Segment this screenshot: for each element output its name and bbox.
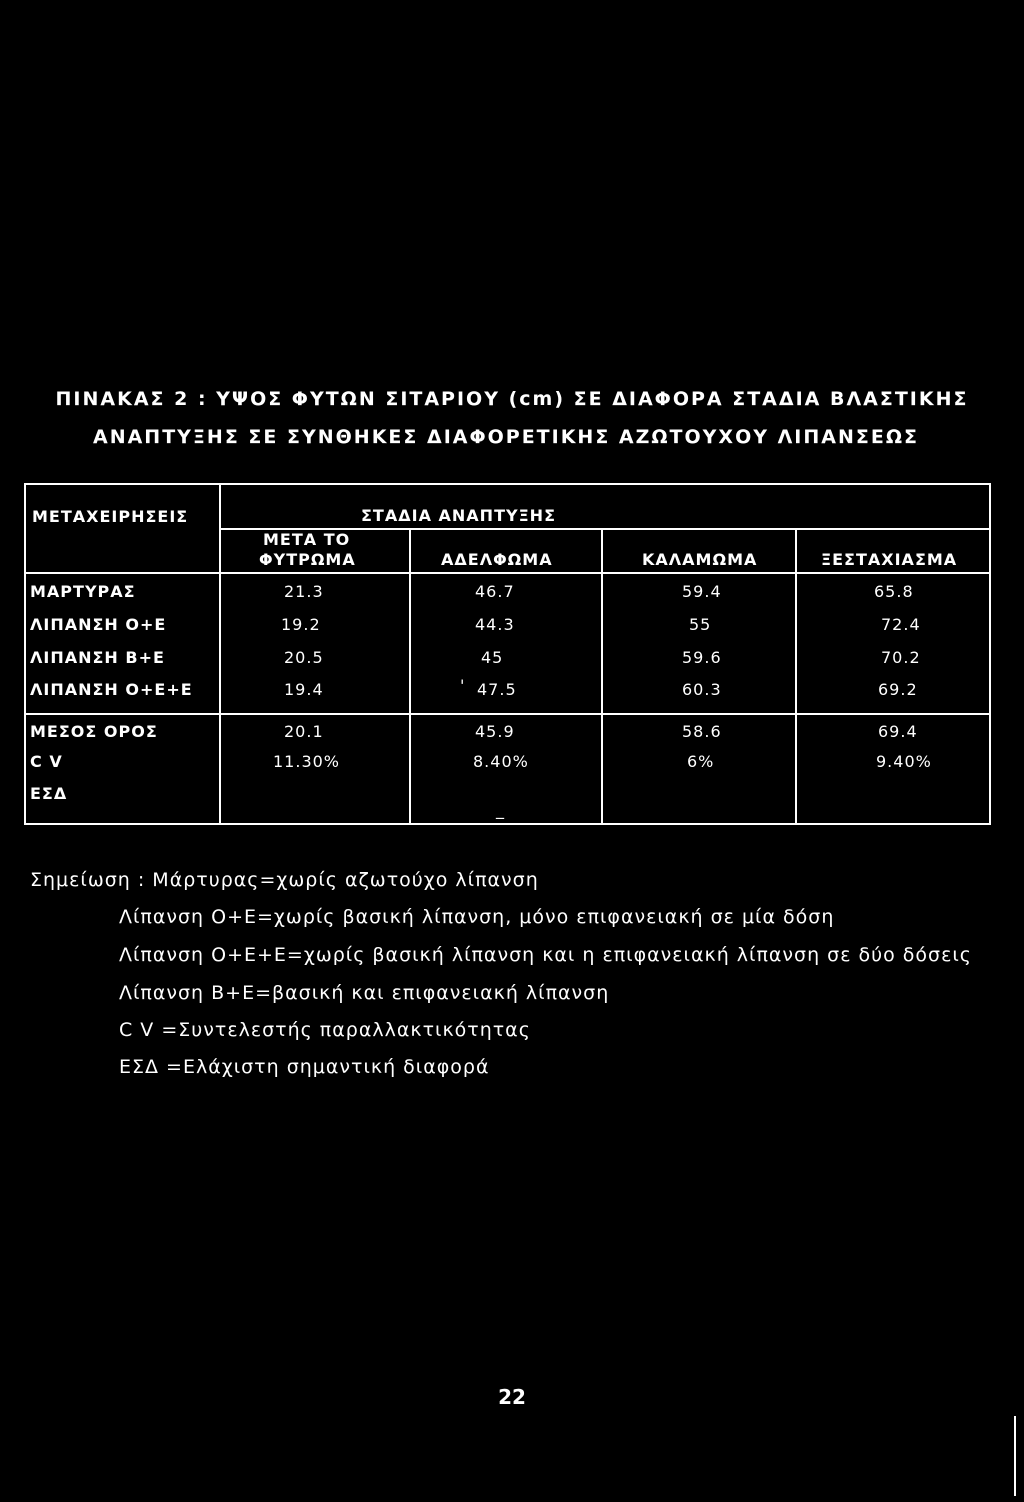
row-label-lsd: ΕΣΔ bbox=[30, 784, 68, 803]
table-cell: 47.5 bbox=[477, 680, 517, 699]
row-label-oee: ΛΙΠΑΝΣΗ Ο+Ε+Ε bbox=[30, 680, 193, 699]
table-cell: 58.6 bbox=[682, 722, 722, 741]
table-cell: 8.40% bbox=[473, 752, 529, 771]
column-header-4: ΞΕΣΤΑΧΙΑΣΜΑ bbox=[821, 550, 958, 569]
column-header-1-line-2: ΦΥΤΡΩΜΑ bbox=[259, 550, 356, 569]
row-label-oe: ΛΙΠΑΝΣΗ Ο+Ε bbox=[30, 615, 167, 634]
corner-header: ΜΕΤΑΧΕΙΡΗΣΕΙΣ bbox=[32, 507, 189, 526]
note-line-5: C V =Συντελεστής παραλλακτικότητας bbox=[119, 1019, 531, 1041]
table-cell: 20.1 bbox=[284, 722, 324, 741]
column-header-3: ΚΑΛΑΜΩΜΑ bbox=[642, 550, 758, 569]
column-divider-2 bbox=[601, 528, 603, 823]
data-table bbox=[24, 483, 991, 825]
table-cell: 6% bbox=[687, 752, 715, 771]
table-cell: 19.2 bbox=[281, 615, 321, 634]
page-number: 22 bbox=[498, 1385, 526, 1409]
table-cell: 69.2 bbox=[878, 680, 918, 699]
table-cell: 59.6 bbox=[682, 648, 722, 667]
summary-divider-rule bbox=[26, 713, 989, 715]
group-header: ΣΤΑΔΙΑ ΑΝΑΠΤΥΞΗΣ bbox=[361, 506, 556, 525]
table-cell: 20.5 bbox=[284, 648, 324, 667]
treatment-column-divider bbox=[219, 485, 221, 823]
table-cell: 44.3 bbox=[475, 615, 515, 634]
edge-scan-mark bbox=[1014, 1416, 1016, 1496]
column-header-2: ΑΔΕΛΦΩΜΑ bbox=[441, 550, 553, 569]
table-cell: 72.4 bbox=[881, 615, 921, 634]
table-cell: 65.8 bbox=[874, 582, 914, 601]
row-label-cv: C V bbox=[30, 752, 63, 771]
table-cell: 59.4 bbox=[682, 582, 722, 601]
table-cell: 45 bbox=[481, 648, 504, 667]
table-cell: _ bbox=[496, 800, 505, 819]
table-cell: 9.40% bbox=[876, 752, 932, 771]
row-label-mean: ΜΕΣΟΣ ΟΡΟΣ bbox=[30, 722, 158, 741]
note-line-2: Λίπανση Ο+Ε=χωρίς βασική λίπανση, μόνο επιφανειακή σε μία δόση bbox=[119, 906, 835, 928]
column-divider-3 bbox=[795, 528, 797, 823]
table-cell: 60.3 bbox=[682, 680, 722, 699]
note-line-1: Σημείωση : Μάρτυρας=χωρίς αζωτούχο λίπανση bbox=[30, 869, 539, 891]
column-divider-1 bbox=[409, 528, 411, 823]
row-label-be: ΛΙΠΑΝΣΗ Β+Ε bbox=[30, 648, 165, 667]
table-cell: 11.30% bbox=[273, 752, 341, 771]
column-header-1-line-1: ΜΕΤΑ ΤΟ bbox=[263, 530, 351, 549]
table-cell: 21.3 bbox=[284, 582, 324, 601]
table-title-line-1: ΠΙΝΑΚΑΣ 2 : ΥΨΟΣ ΦΥΤΩΝ ΣΙΤΑΡΙΟΥ (cm) ΣΕ ΔΙΑΦΟΡΑ ΣΤΑΔΙΑ ΒΛΑΣΤΙΚΗΣ bbox=[55, 388, 969, 410]
table-cell: 19.4 bbox=[284, 680, 324, 699]
row-label-control: ΜΑΡΤΥΡΑΣ bbox=[30, 582, 136, 601]
table-cell: 55 bbox=[689, 615, 712, 634]
table-cell: 69.4 bbox=[878, 722, 918, 741]
table-cell: 46.7 bbox=[475, 582, 515, 601]
table-cell: 45.9 bbox=[475, 722, 515, 741]
stray-mark: ' bbox=[460, 676, 466, 695]
note-line-6: ΕΣΔ =Ελάχιστη σημαντική διαφορά bbox=[119, 1056, 490, 1078]
note-line-3: Λίπανση Ο+Ε+Ε=χωρίς βασική λίπανση και η επιφανειακή λίπανση σε δύο δόσεις bbox=[119, 944, 972, 966]
table-title-line-2: ΑΝΑΠΤΥΞΗΣ ΣΕ ΣΥΝΘΗΚΕΣ ΔΙΑΦΟΡΕΤΙΚΗΣ ΑΖΩΤΟΥΧΟΥ ΛΙΠΑΝΣΕΩΣ bbox=[93, 426, 919, 448]
table-cell: 70.2 bbox=[881, 648, 921, 667]
note-line-4: Λίπανση Β+Ε=βασική και επιφανειακή λίπανση bbox=[119, 982, 610, 1004]
header-bottom-rule bbox=[26, 572, 989, 574]
